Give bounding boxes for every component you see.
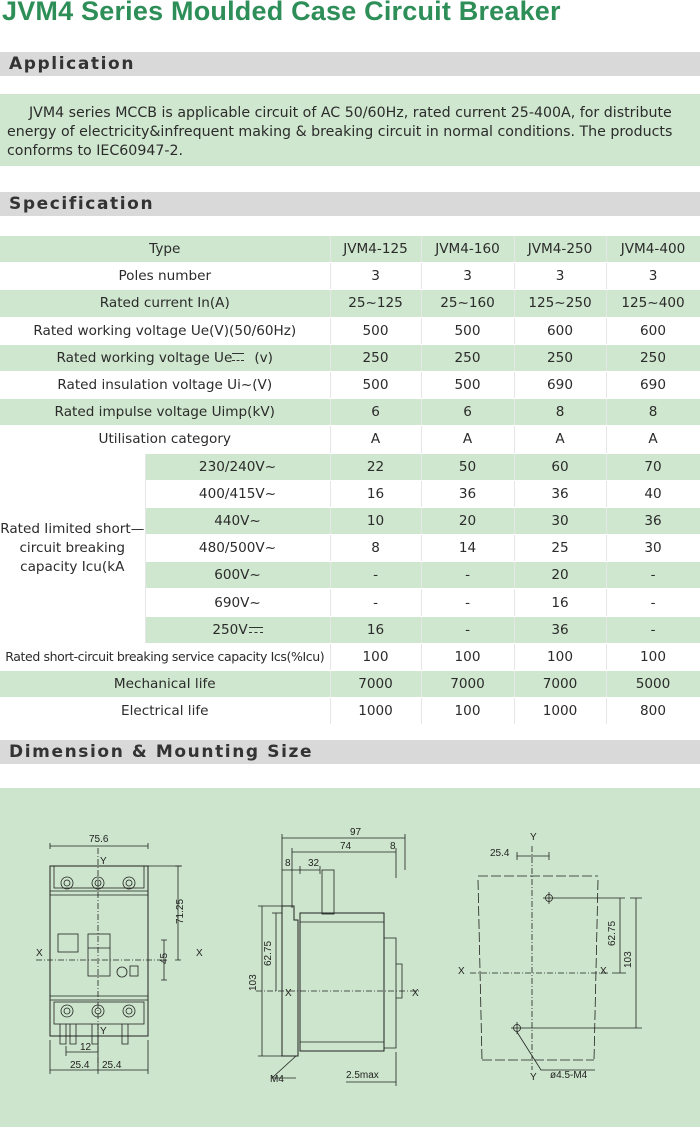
table-cell: 125~400 (606, 290, 700, 317)
table-cell: 25 (514, 535, 606, 562)
mounting-view-labels (458, 832, 634, 1083)
section-header-application (0, 52, 700, 76)
dimension-label: 62.75 (263, 940, 274, 966)
table-cell: 8 (330, 535, 421, 562)
table-cell: 600 (514, 317, 606, 344)
table-row (0, 643, 700, 670)
table-row (0, 453, 700, 480)
voltage-label: 250V (212, 621, 248, 638)
table-cell: Type (0, 236, 330, 263)
table-cell: JVM4-160 (421, 236, 514, 263)
axis-label: X (600, 966, 607, 977)
dimension-label: 71.25 (175, 898, 186, 924)
table-cell: 250 (421, 344, 514, 371)
table-cell: 60 (514, 453, 606, 480)
table-cell: 500 (330, 317, 421, 344)
dimension-label: 2.5max (346, 1070, 379, 1081)
page-title: JVM4 Series Moulded Case Circuit Breaker (2, 0, 561, 26)
table-cell: 40 (606, 480, 700, 507)
table-cell: Rated short-circuit breaking service capacity Ics(%Icu) (0, 643, 330, 670)
table-cell: Rated impulse voltage Uimp(kV) (0, 399, 330, 426)
table-cell: 500 (421, 317, 514, 344)
table-cell: 690 (514, 371, 606, 398)
dimension-label: 32 (308, 858, 320, 869)
table-cell: 7000 (421, 671, 514, 698)
row-unit: (v) (254, 349, 273, 366)
table-row (0, 344, 700, 371)
table-cell: 100 (421, 698, 514, 725)
dimension-drawings (0, 788, 700, 1127)
table-cell: A (606, 426, 700, 453)
dimension-label: 25.4 (490, 848, 510, 859)
section-title: Dimension & Mounting Size (9, 742, 314, 762)
table-cell: 30 (606, 535, 700, 562)
table-cell: 10 (330, 507, 421, 534)
table-cell: 14 (421, 535, 514, 562)
table-cell: - (606, 562, 700, 589)
table-cell: - (421, 589, 514, 616)
table-cell: 50 (421, 453, 514, 480)
table-row (0, 698, 700, 725)
table-cell: 1000 (514, 698, 606, 725)
table-row (0, 426, 700, 453)
table-cell: 690V~ (145, 589, 330, 616)
dimension-label: 8 (390, 841, 396, 852)
table-cell: 3 (330, 263, 421, 290)
axis-label: Y (100, 1026, 107, 1037)
table-cell: 3 (421, 263, 514, 290)
table-cell: 1000 (330, 698, 421, 725)
axis-label: X (285, 988, 292, 999)
side-view-labels (248, 827, 419, 1085)
axis-label: X (196, 948, 203, 959)
dimension-label: 62.75 (607, 920, 618, 946)
table-cell: 20 (421, 507, 514, 534)
table-cell: 3 (514, 263, 606, 290)
table-row (0, 290, 700, 317)
table-cell (145, 616, 330, 643)
table-cell: 250 (330, 344, 421, 371)
table-cell: A (330, 426, 421, 453)
table-row (0, 317, 700, 344)
table-cell: - (606, 589, 700, 616)
mounting-view-drawing (470, 846, 642, 1070)
axis-label: Y (100, 856, 107, 867)
dimension-label: 45 (159, 952, 170, 964)
dimension-label: M4 (270, 1074, 284, 1085)
section-header-specification (0, 192, 700, 216)
table-cell: Rated working voltage Ue(V)(50/60Hz) (0, 317, 330, 344)
dc-symbol-icon (232, 353, 244, 361)
table-cell: 440V~ (145, 507, 330, 534)
table-row (0, 263, 700, 290)
table-cell: JVM4-400 (606, 236, 700, 263)
table-cell: 36 (421, 480, 514, 507)
dimension-label: 25.4 (102, 1060, 122, 1071)
section-header-dimension (0, 740, 700, 764)
table-cell: 25~125 (330, 290, 421, 317)
application-text: JVM4 series MCCB is applicable circuit of AC 50/60Hz, rated current 25-400A, for distribute energy of electricity&infrequent making & breaking circuit in normal conditions. The products conforms to IEC60947-2. (7, 105, 673, 159)
table-cell: Electrical life (0, 698, 330, 725)
table-cell: 6 (421, 399, 514, 426)
table-cell: 3 (606, 263, 700, 290)
axis-label: X (36, 948, 43, 959)
table-cell: JVM4-250 (514, 236, 606, 263)
table-cell: 70 (606, 453, 700, 480)
table-cell: 7000 (330, 671, 421, 698)
table-cell: Rated current In(A) (0, 290, 330, 317)
dimension-label: 97 (350, 827, 362, 838)
table-cell: 20 (514, 562, 606, 589)
dimension-label: 75.6 (89, 834, 109, 845)
table-cell: - (421, 616, 514, 643)
table-cell: 25~160 (421, 290, 514, 317)
table-cell: 600 (606, 317, 700, 344)
dimension-drawing-area (0, 788, 700, 1127)
table-cell: A (421, 426, 514, 453)
table-cell: 800 (606, 698, 700, 725)
dc-symbol-icon (249, 627, 263, 633)
dimension-label: 25.4 (70, 1060, 90, 1071)
table-cell: Rated insulation voltage Ui~(V) (0, 371, 330, 398)
dimension-label: 12 (80, 1042, 92, 1053)
row-label: Rated working voltage Ue (56, 349, 233, 366)
table-row (0, 236, 700, 263)
table-cell: 230/240V~ (145, 453, 330, 480)
section-title: Specification (9, 194, 155, 214)
axis-label: X (458, 966, 465, 977)
table-cell: 690 (606, 371, 700, 398)
table-cell: 400/415V~ (145, 480, 330, 507)
table-row (0, 399, 700, 426)
table-cell: 500 (421, 371, 514, 398)
table-cell: 125~250 (514, 290, 606, 317)
table-cell: Utilisation category (0, 426, 330, 453)
table-cell (0, 344, 330, 371)
table-cell: 16 (330, 480, 421, 507)
table-cell: 600V~ (145, 562, 330, 589)
table-cell: - (330, 589, 421, 616)
table-cell: 6 (330, 399, 421, 426)
table-row (0, 671, 700, 698)
table-cell: - (421, 562, 514, 589)
table-cell: 100 (330, 643, 421, 670)
table-cell: 7000 (514, 671, 606, 698)
table-cell: 36 (514, 480, 606, 507)
axis-label: X (412, 988, 419, 999)
table-cell: MechanicaI life (0, 671, 330, 698)
side-view-drawing (256, 834, 420, 1086)
specification-table (0, 236, 700, 725)
dimension-label: 8 (285, 858, 291, 869)
table-cell: 100 (606, 643, 700, 670)
dimension-label: 103 (623, 951, 634, 968)
table-cell: 100 (421, 643, 514, 670)
table-cell: A (514, 426, 606, 453)
table-cell: 22 (330, 453, 421, 480)
table-cell: 30 (514, 507, 606, 534)
table-row (0, 371, 700, 398)
dimension-label: ø4.5-M4 (550, 1070, 588, 1081)
table-cell: 100 (514, 643, 606, 670)
dimension-label: 103 (248, 974, 259, 991)
table-cell: 8 (606, 399, 700, 426)
table-cell: - (606, 616, 700, 643)
table-cell: 500 (330, 371, 421, 398)
table-cell: 8 (514, 399, 606, 426)
axis-label: Y (530, 1072, 537, 1083)
table-cell: 16 (330, 616, 421, 643)
table-cell: - (330, 562, 421, 589)
table-cell: 16 (514, 589, 606, 616)
table-cell: 480/500V~ (145, 535, 330, 562)
breaking-capacity-label: Rated Iimited short—circuit breaking capacity Icu(kA (0, 453, 145, 643)
axis-label: Y (530, 832, 537, 843)
dimension-label: 74 (340, 841, 352, 852)
table-cell: 5000 (606, 671, 700, 698)
table-cell: JVM4-125 (330, 236, 421, 263)
table-cell: 250 (606, 344, 700, 371)
section-title: Application (9, 54, 136, 74)
table-cell: 36 (606, 507, 700, 534)
table-cell: 36 (514, 616, 606, 643)
table-cell: Poles number (0, 263, 330, 290)
table-cell: 250 (514, 344, 606, 371)
